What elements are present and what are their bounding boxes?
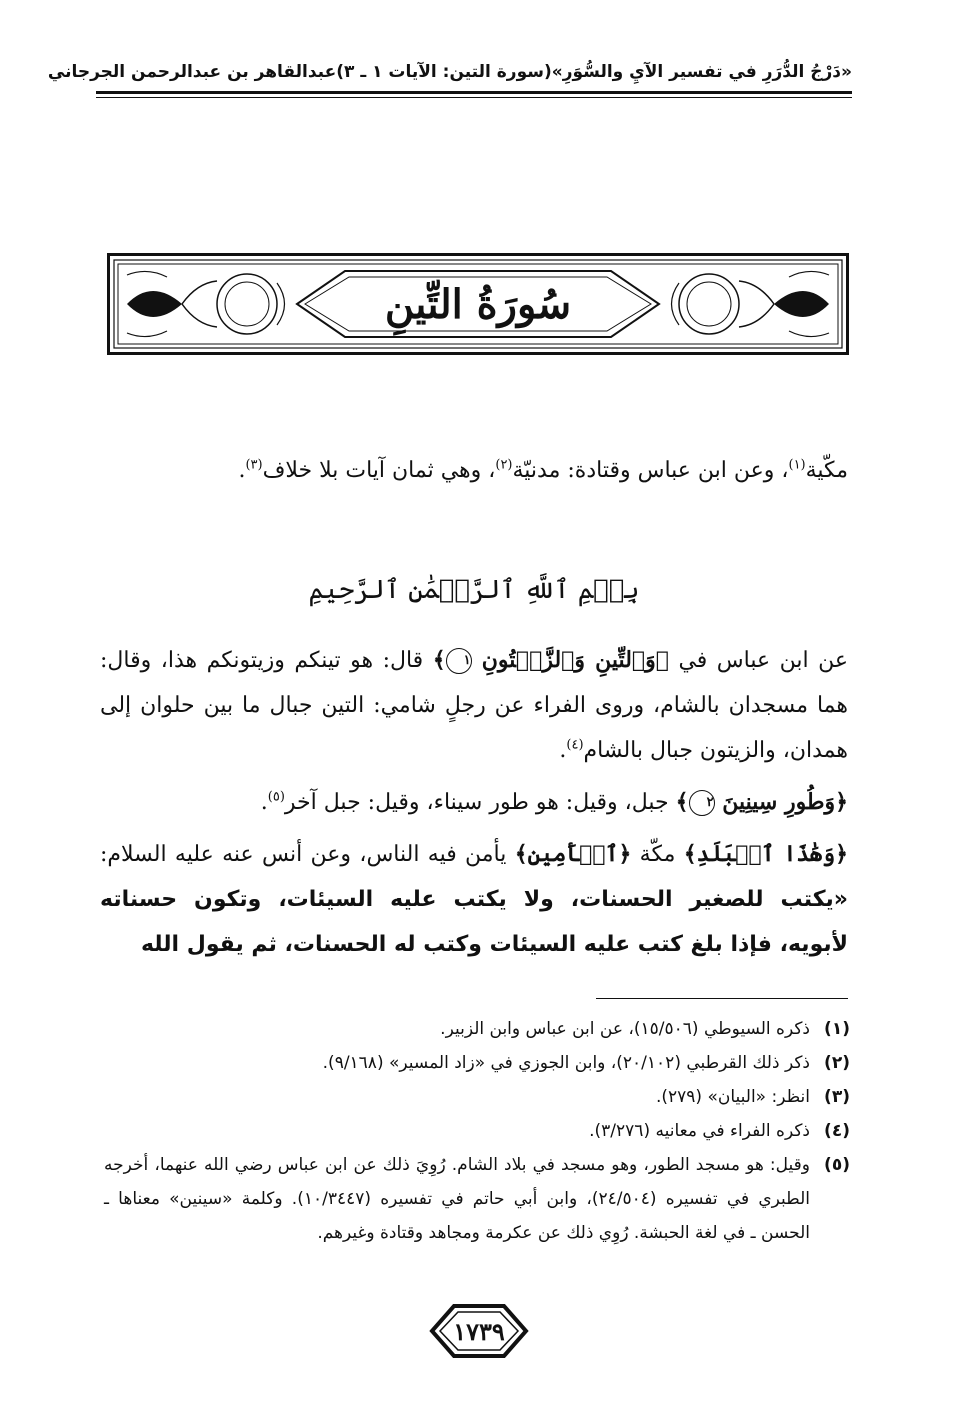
paragraph-3 [100,832,848,967]
header-author: عبدالقاهر بن عبدالرحمن الجرجاني [47,62,337,82]
quran-verse-2 [676,789,848,815]
page-number-ornament [428,1302,530,1360]
surah-title: سُورَةُ التِّينِ [384,280,572,328]
quran-verse-1 [433,647,669,673]
footnote-item [104,1148,850,1250]
intro-text-1: مكّية [805,458,848,483]
ayah-marker-2: ٢ [689,790,715,816]
footnote-number: (٥) [824,1155,850,1175]
running-header [47,58,852,86]
basmala: بِسۡمِ ٱللَّهِ ٱلرَّحۡمَٰنِ ٱلرَّحِيمِ [308,575,640,605]
page-number: ١٧٣٩ [453,1316,505,1346]
quran-verse-1-text: ﴿وَٱلتِّينِ وَٱلزَّيۡتُونِ [481,647,669,673]
footnote-ref-1: (١) [788,457,806,473]
intro-paragraph [100,448,848,493]
footnote-text: وقيل: هو مسجد الطور، وهو مسجد في بلاد الشام. رُوِيَ ذلك عن ابن عباس رضي الله عنهما، أخرجه الطبري في تفسيره (٢٤/٥٠٤)، وابن أبي حاتم في تفسيره (١٠/٣٤٤٧). وكلمة «سينين» معناها ـ الحسن ـ في لغة الحبشة. رُوِي ذلك عن عكرمة ومجاهد وقتادة وغيرهم. [104,1155,810,1243]
footnote-number: (١) [824,1019,850,1039]
hadith-quote: «يكتب للصغير الحسنات، ولا يكتب عليه السيئات، وتكون حسناته لأبويه، فإذا بلغ كتب عليه السيئات وكتب له الحسنات، ثم يقول الله [100,887,848,957]
footnote-item [104,1114,850,1148]
footnote-item [104,1046,850,1080]
surah-banner [107,253,849,355]
header-rule-thin [96,97,852,98]
header-rule-thick [96,91,852,94]
quran-verse-4: ﴿ٱلۡأَمِينِ﴾ [514,841,632,867]
ayah-marker-1: ١ [446,648,472,674]
footnote-number: (٢) [824,1053,850,1073]
para3-text-1: مكّة [631,842,684,867]
footnote-text: ذكره الفراء في معانيه (٣/٢٧٦). [589,1121,810,1141]
quran-verse-3: ﴿وَهَٰذَا ٱلۡبَلَدِ﴾ [683,841,848,867]
paragraph-2 [100,780,848,825]
paragraph-1 [100,638,848,773]
footnote-text: انظر: «البيان» (٢٧٩). [655,1087,810,1107]
para2-text-1: جبل، وقيل: هو طور سيناء، وقيل: جبل آخر [284,790,676,815]
para3-text-2: يأمن فيه الناس، وعن أنس عنه عليه السلام: [100,842,515,867]
footnote-item [104,1080,850,1114]
footnotes [104,1012,850,1250]
header-section: (سورة التين: الآيات ١ ـ ٣) [336,62,552,82]
quran-verse-2-text: ﴿وَطُورِ سِينِينَ [722,789,848,815]
footnote-ref-3: (٣) [245,457,263,473]
footnote-item [104,1012,850,1046]
quran-verse-1-close: ﴾ [432,647,446,673]
footnote-ref-2: (٢) [495,457,513,473]
footnote-ref-4: (٤) [566,737,584,753]
intro-text-4: . [238,458,246,483]
footnote-separator [596,998,848,999]
para1-text-1: عن ابن عباس في [668,648,848,673]
para1-text-2: قال: هو تينكم وزيتونكم هذا، وقال: هما مسجدان بالشام، وروى الفراء عن رجلٍ شامي: التين جبال ما بين حلوان إلى همدان، والزيتون جبال بالشام [100,648,848,763]
intro-text-2: ، وعن ابن عباس وقتادة: مدنيّة [512,458,789,483]
footnote-number: (٣) [824,1087,850,1107]
footnote-number: (٤) [824,1121,850,1141]
para1-text-3: . [559,738,567,763]
footnote-ref-5: (٥) [267,789,285,805]
para2-text-2: . [260,790,268,815]
footnote-text: ذكره السيوطي (١٥/٥٠٦)، عن ابن عباس وابن الزبير. [440,1019,810,1039]
quran-verse-2-close: ﴾ [675,789,689,815]
intro-text-3: ، وهي ثمان آيات بلا خلاف [262,458,496,483]
header-book-title: «دَرْجُ الدُّرَرِ في تفسير الآيِ والسُّوَرِ» [551,62,852,82]
footnote-text: ذكر ذلك القرطبي (٢٠/١٠٢)، وابن الجوزي في «زاد المسير» (٩/١٦٨). [322,1053,810,1073]
